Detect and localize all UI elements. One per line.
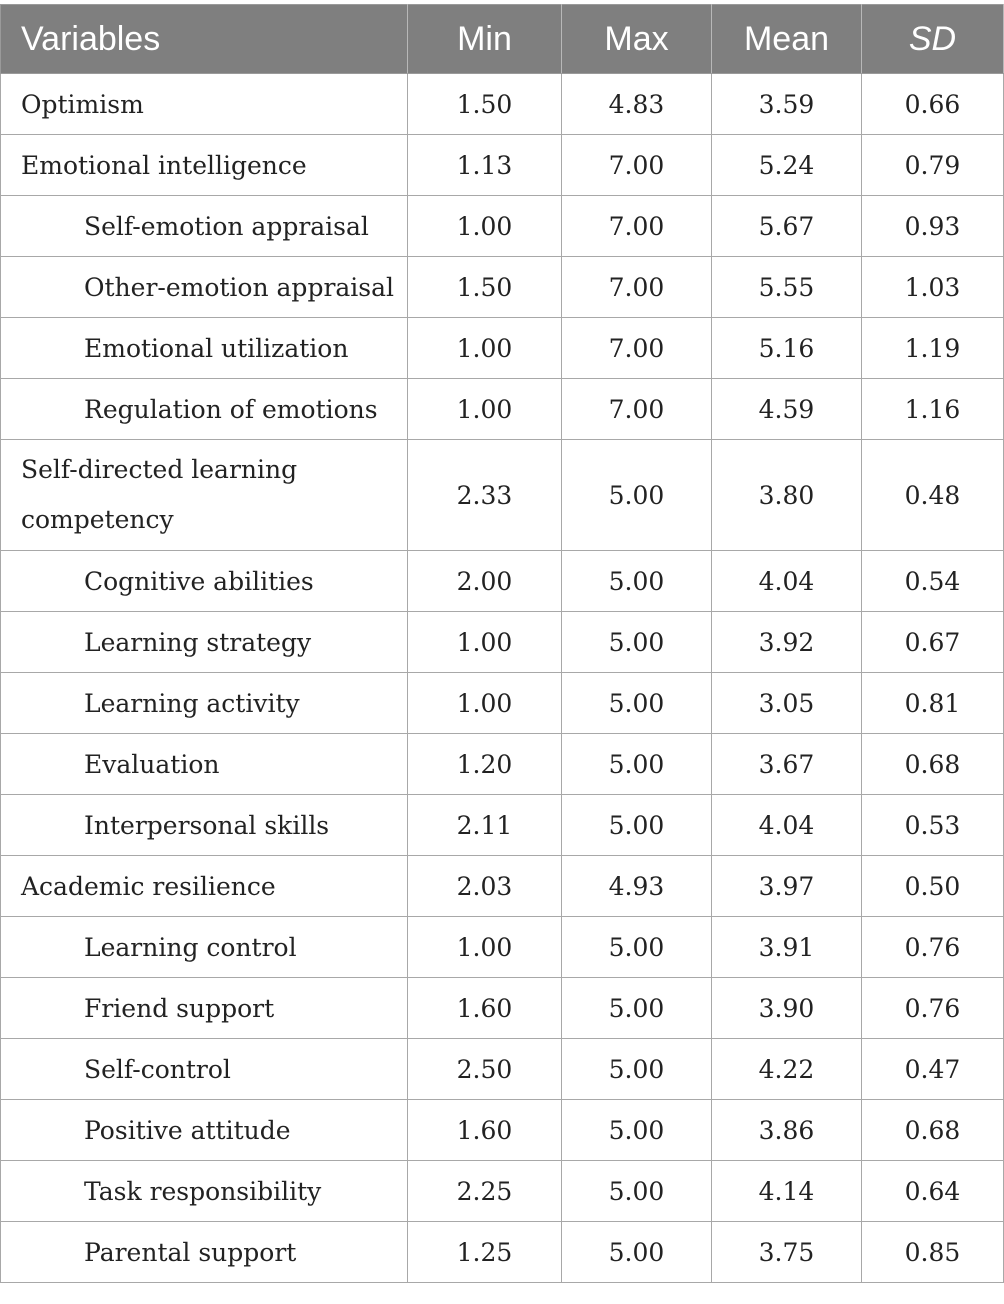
variable-cell: Other-emotion appraisal (1, 257, 408, 318)
max-cell: 5.00 (562, 795, 712, 856)
min-cell: 1.00 (408, 917, 562, 978)
sd-cell: 0.53 (862, 795, 1004, 856)
sd-cell: 0.85 (862, 1222, 1004, 1283)
sd-cell: 1.03 (862, 257, 1004, 318)
min-cell: 2.25 (408, 1161, 562, 1222)
sd-cell: 0.64 (862, 1161, 1004, 1222)
sd-cell: 0.93 (862, 196, 1004, 257)
max-cell: 7.00 (562, 379, 712, 440)
header-mean: Mean (712, 5, 862, 74)
mean-cell: 5.16 (712, 318, 862, 379)
mean-cell: 5.24 (712, 135, 862, 196)
table-row (1, 379, 1004, 440)
mean-cell: 3.80 (712, 440, 862, 551)
max-cell: 7.00 (562, 135, 712, 196)
table-row (1, 257, 1004, 318)
min-cell: 2.50 (408, 1039, 562, 1100)
max-cell: 5.00 (562, 734, 712, 795)
max-cell: 5.00 (562, 551, 712, 612)
mean-cell: 5.55 (712, 257, 862, 318)
min-cell: 1.50 (408, 74, 562, 135)
table-row (1, 318, 1004, 379)
mean-cell: 3.75 (712, 1222, 862, 1283)
header-row (1, 5, 1004, 74)
mean-cell: 3.91 (712, 917, 862, 978)
header-max: Max (562, 5, 712, 74)
min-cell: 1.00 (408, 318, 562, 379)
min-cell: 1.00 (408, 612, 562, 673)
mean-cell: 4.22 (712, 1039, 862, 1100)
variable-cell: Interpersonal skills (1, 795, 408, 856)
variable-cell: Learning control (1, 917, 408, 978)
max-cell: 5.00 (562, 1039, 712, 1100)
variable-cell: Academic resilience (1, 856, 408, 917)
variable-cell: Cognitive abilities (1, 551, 408, 612)
variable-cell: Learning strategy (1, 612, 408, 673)
max-cell: 7.00 (562, 257, 712, 318)
sd-cell: 0.68 (862, 1100, 1004, 1161)
mean-cell: 3.92 (712, 612, 862, 673)
max-cell: 5.00 (562, 612, 712, 673)
min-cell: 2.33 (408, 440, 562, 551)
variable-cell: Self-control (1, 1039, 408, 1100)
table-header (1, 5, 1004, 74)
table-row (1, 673, 1004, 734)
sd-cell: 0.48 (862, 440, 1004, 551)
table-body (1, 74, 1004, 1283)
mean-cell: 3.59 (712, 74, 862, 135)
max-cell: 4.83 (562, 74, 712, 135)
variable-cell: Evaluation (1, 734, 408, 795)
table-row (1, 1100, 1004, 1161)
variable-cell: Learning activity (1, 673, 408, 734)
sd-cell: 0.68 (862, 734, 1004, 795)
min-cell: 1.13 (408, 135, 562, 196)
variable-cell: Optimism (1, 74, 408, 135)
sd-cell: 1.19 (862, 318, 1004, 379)
variable-cell: Positive attitude (1, 1100, 408, 1161)
header-min: Min (408, 5, 562, 74)
sd-cell: 0.76 (862, 978, 1004, 1039)
min-cell: 1.25 (408, 1222, 562, 1283)
min-cell: 1.00 (408, 379, 562, 440)
variable-cell: Self-directed learning competency (1, 440, 408, 551)
header-variables: Variables (1, 5, 408, 74)
sd-cell: 0.79 (862, 135, 1004, 196)
mean-cell: 4.04 (712, 551, 862, 612)
max-cell: 5.00 (562, 1100, 712, 1161)
mean-cell: 5.67 (712, 196, 862, 257)
table-row (1, 74, 1004, 135)
min-cell: 2.03 (408, 856, 562, 917)
max-cell: 5.00 (562, 1222, 712, 1283)
max-cell: 7.00 (562, 318, 712, 379)
sd-cell: 0.66 (862, 74, 1004, 135)
mean-cell: 4.14 (712, 1161, 862, 1222)
sd-cell: 0.50 (862, 856, 1004, 917)
sd-cell: 0.67 (862, 612, 1004, 673)
table-row (1, 612, 1004, 673)
sd-cell: 0.54 (862, 551, 1004, 612)
max-cell: 4.93 (562, 856, 712, 917)
min-cell: 1.60 (408, 978, 562, 1039)
table-row (1, 551, 1004, 612)
mean-cell: 4.59 (712, 379, 862, 440)
table-row (1, 795, 1004, 856)
sd-cell: 0.47 (862, 1039, 1004, 1100)
table-row (1, 196, 1004, 257)
table-row (1, 917, 1004, 978)
table-row (1, 734, 1004, 795)
mean-cell: 3.05 (712, 673, 862, 734)
mean-cell: 3.90 (712, 978, 862, 1039)
table-row (1, 440, 1004, 551)
max-cell: 7.00 (562, 196, 712, 257)
header-sd: SD (862, 5, 1004, 74)
mean-cell: 3.97 (712, 856, 862, 917)
table-row (1, 135, 1004, 196)
variable-cell: Emotional utilization (1, 318, 408, 379)
min-cell: 1.00 (408, 196, 562, 257)
table-row (1, 978, 1004, 1039)
min-cell: 2.00 (408, 551, 562, 612)
mean-cell: 3.86 (712, 1100, 862, 1161)
descriptive-statistics-table (0, 4, 1004, 1283)
variable-cell: Parental support (1, 1222, 408, 1283)
max-cell: 5.00 (562, 1161, 712, 1222)
variable-cell: Emotional intelligence (1, 135, 408, 196)
min-cell: 2.11 (408, 795, 562, 856)
sd-cell: 0.76 (862, 917, 1004, 978)
max-cell: 5.00 (562, 673, 712, 734)
table-row (1, 856, 1004, 917)
mean-cell: 3.67 (712, 734, 862, 795)
variable-cell: Task responsibility (1, 1161, 408, 1222)
table-row (1, 1222, 1004, 1283)
variable-cell: Friend support (1, 978, 408, 1039)
table-row (1, 1161, 1004, 1222)
max-cell: 5.00 (562, 917, 712, 978)
min-cell: 1.60 (408, 1100, 562, 1161)
sd-cell: 1.16 (862, 379, 1004, 440)
min-cell: 1.20 (408, 734, 562, 795)
min-cell: 1.50 (408, 257, 562, 318)
variable-cell: Self-emotion appraisal (1, 196, 408, 257)
max-cell: 5.00 (562, 440, 712, 551)
min-cell: 1.00 (408, 673, 562, 734)
max-cell: 5.00 (562, 978, 712, 1039)
mean-cell: 4.04 (712, 795, 862, 856)
variable-cell: Regulation of emotions (1, 379, 408, 440)
sd-cell: 0.81 (862, 673, 1004, 734)
table-row (1, 1039, 1004, 1100)
